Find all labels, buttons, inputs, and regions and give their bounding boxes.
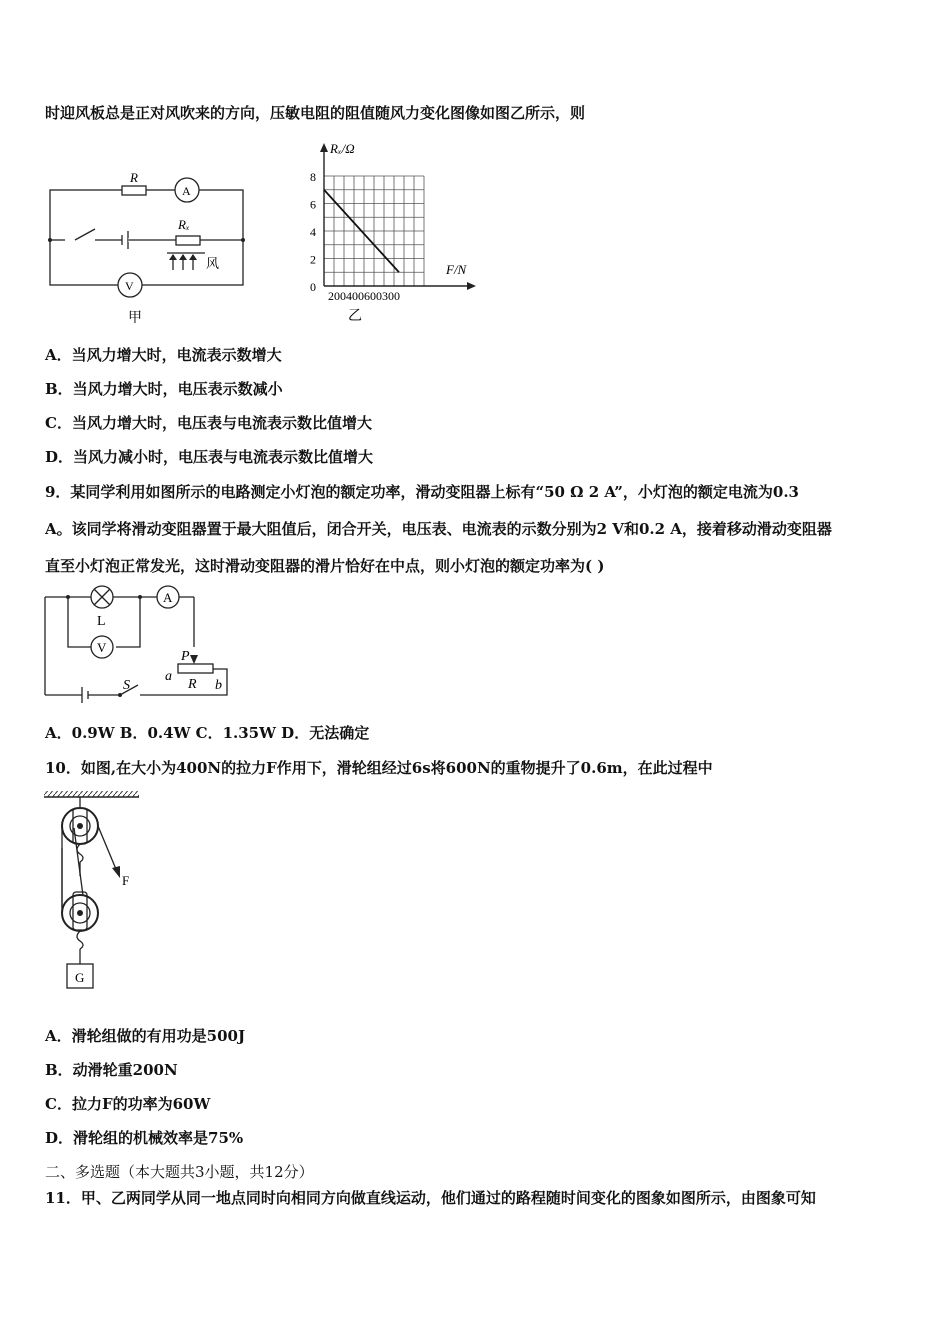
- q9-switch-label: S: [123, 678, 130, 693]
- q10-option-d: D．滑轮组的机械效率是75%: [45, 1129, 244, 1147]
- chart-y-tick-label: 2: [310, 252, 316, 267]
- q10-option-c: C．拉力F的功率为60W: [45, 1095, 211, 1113]
- chart-x-tick-labels: 200400600300: [328, 289, 400, 303]
- pulley-figure-q10: [40, 788, 150, 998]
- chart-y-tick-label: 0: [310, 280, 316, 294]
- q9-end-a-label: a: [165, 669, 172, 684]
- circuit-figure-q9: [40, 585, 240, 705]
- q11-stem: 11．甲、乙两同学从同一地点同时向相同方向做直线运动，他们通过的路程随时间变化的图象如图所示，由图象可知: [45, 1189, 816, 1207]
- q10-option-a: A．滑轮组做的有用功是500J: [45, 1027, 246, 1045]
- q8-intro: 时迎风板总是正对风吹来的方向，压敏电阻的阻值随风力变化图像如图乙所示，则: [45, 104, 586, 122]
- q9-options: A．0.9W B．0.4W C．1.35W D．无法确定: [45, 724, 370, 742]
- chart-figure-yi: [300, 138, 480, 328]
- q8-option-d: D．当风力减小时，电压表与电流表示数比值增大: [45, 448, 374, 466]
- q8-option-a: A．当风力增大时，电流表示数增大: [45, 346, 282, 364]
- q10-stem: 10．如图,在大小为400N的拉力F作用下，滑轮组经过6s将600N的重物提升了0.6m，在此过程中: [45, 759, 713, 777]
- q10-option-b: B．动滑轮重200N: [45, 1061, 178, 1079]
- q9-lamp-label: L: [97, 614, 106, 629]
- q9-ammeter-label: A: [163, 590, 173, 605]
- resistor-r-label: R: [130, 170, 138, 185]
- chart-y-tick-label: 4: [310, 225, 316, 239]
- q9-stem-line1: 9．某同学利用如图所示的电路测定小灯泡的额定功率，滑动变阻器上标有“50 Ω 2 A”，小灯泡的额定电流为0.3: [45, 483, 799, 501]
- resistor-rx-label: Rₓ: [178, 217, 190, 232]
- figure-jia-caption: 甲: [128, 311, 142, 326]
- q9-rheostat-label: R: [188, 677, 197, 692]
- q9-voltmeter-label: V: [97, 640, 107, 655]
- voltmeter-label: V: [125, 279, 134, 293]
- chart-x-axis-label: F/N: [446, 262, 467, 277]
- circuit-figure-jia: [40, 165, 255, 330]
- q8-option-c: C．当风力增大时，电压表与电流表示数比值增大: [45, 414, 372, 432]
- chart-y-tick-label: 6: [310, 197, 316, 212]
- q9-slider-p-label: P: [181, 649, 190, 664]
- q9-stem-line3: 直至小灯泡正常发光，这时滑动变阻器的滑片恰好在中点，则小灯泡的额定功率为( ): [45, 557, 605, 575]
- q10-force-label: F: [122, 873, 130, 888]
- wind-label: 风: [206, 256, 220, 271]
- q9-end-b-label: b: [215, 678, 222, 693]
- q9-stem-line2: A。该同学将滑动变阻器置于最大阻值后，闭合开关，电压表、电流表的示数分别为2 V和0.2 A，接着移动滑动变阻器: [45, 520, 832, 538]
- chart-y-tick-label: 8: [310, 170, 316, 184]
- q8-option-b: B．当风力增大时，电压表示数减小: [45, 380, 283, 398]
- chart-y-axis-label: Rₓ/Ω: [330, 141, 355, 156]
- figure-yi-caption: 乙: [348, 309, 362, 324]
- ammeter-label: A: [182, 184, 191, 198]
- q10-weight-label: G: [75, 970, 85, 985]
- section-heading-multi-choice: 二、多选题（本大题共3小题，共12分）: [45, 1163, 314, 1181]
